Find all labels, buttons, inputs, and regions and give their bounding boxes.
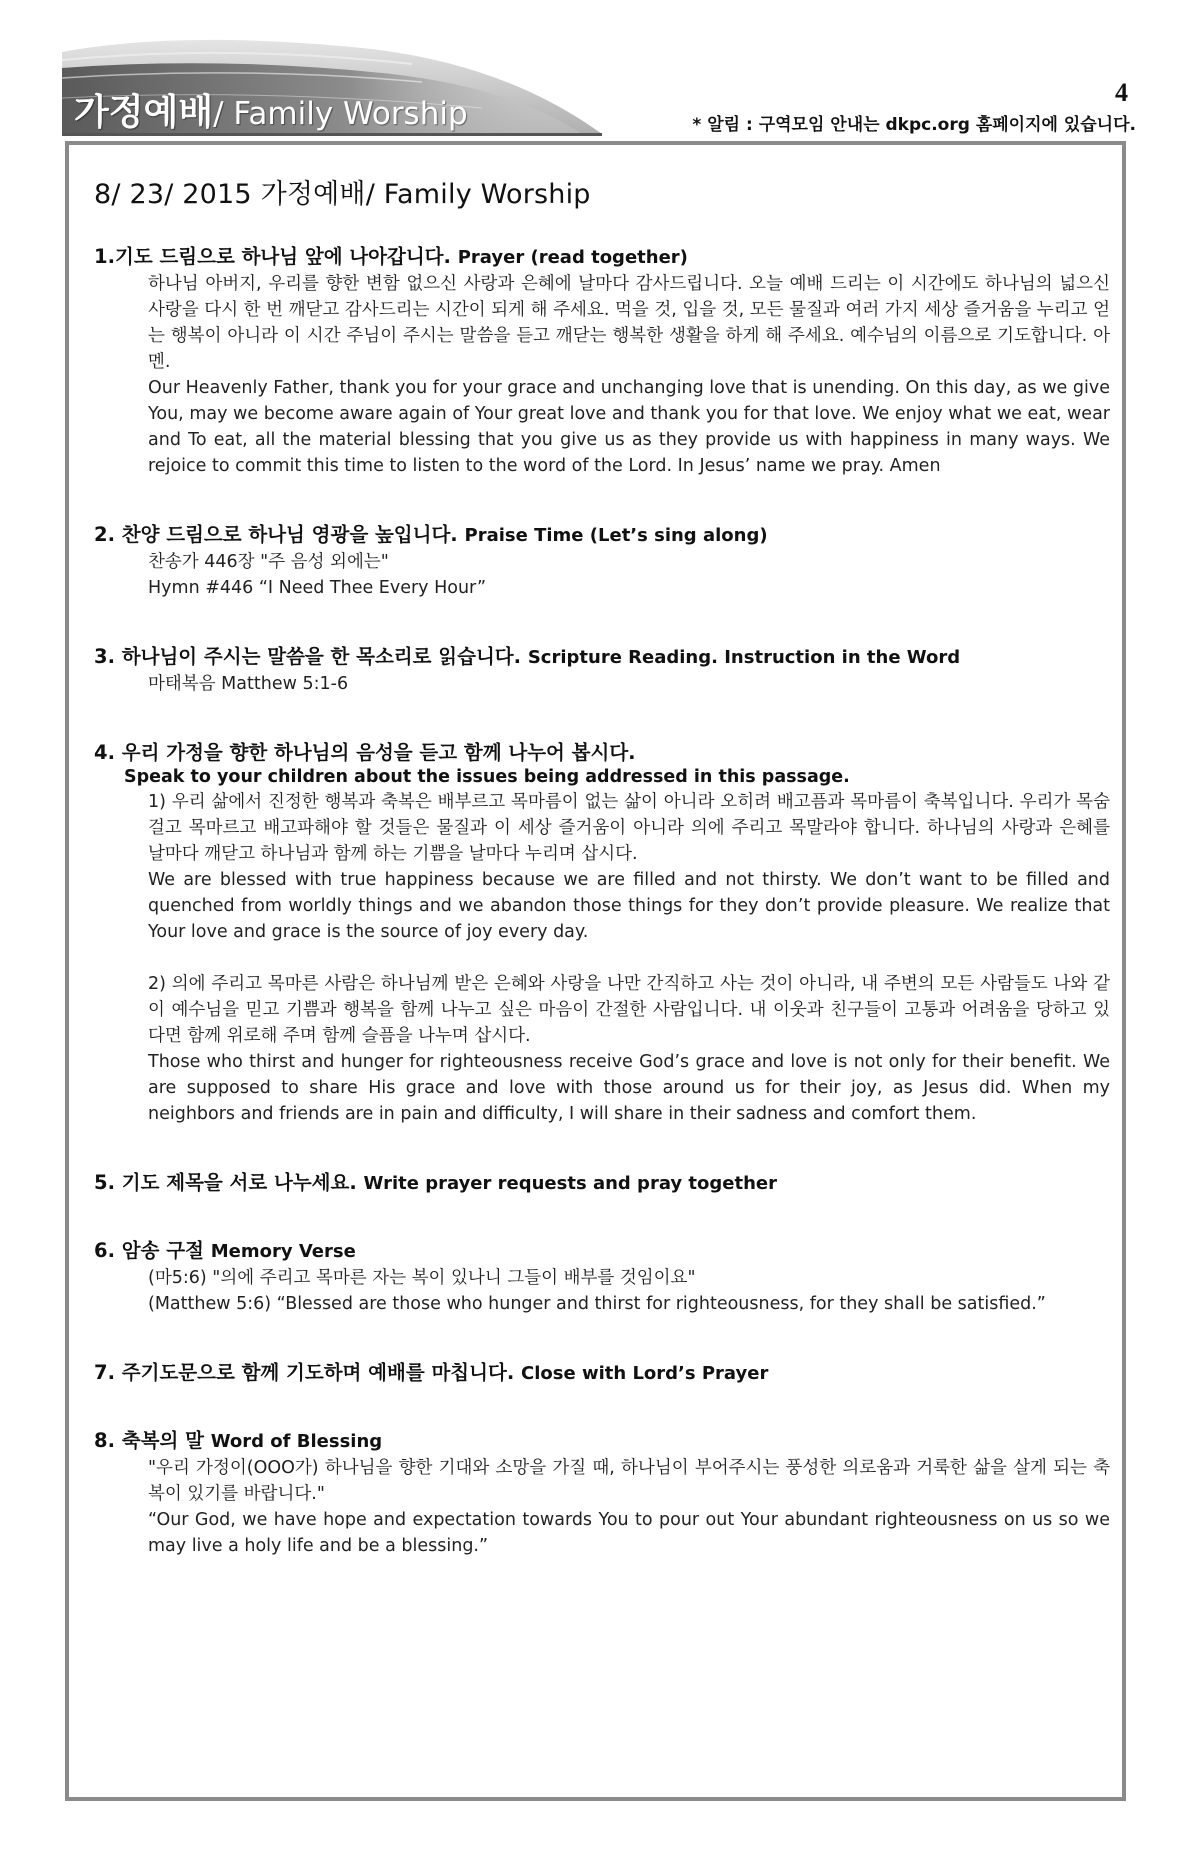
section-heading [94, 1235, 1114, 1263]
section-heading-english: Word of Blessing [210, 1431, 383, 1452]
blessing-korean: "우리 가정이(OOO가) 하나님을 향한 기대와 소망을 가질 때, 하나님이 부어주시는 풍성한 의로움과 거룩한 삶을 살게 되는 축복이 있기를 바랍니다." [148, 1458, 1110, 1504]
hymn-korean: 찬송가 446장 "주 음성 외에는" [148, 552, 389, 572]
section-prayer [94, 241, 1114, 479]
section-scripture [94, 641, 1114, 697]
section-heading-korean: 4. 우리 가정을 향한 하나님의 음성을 듣고 함께 나누어 봅시다. [94, 741, 636, 764]
hymn-english: Hymn #446 “I Need Thee Every Hour” [148, 578, 487, 598]
section-heading [94, 1425, 1114, 1453]
section-discussion [94, 737, 1114, 1127]
section-heading [94, 1357, 1114, 1385]
paragraph-korean-2: 2) 의에 주리고 목마른 사람은 하나님께 받은 은혜와 사랑을 나만 간직하고 사는 것이 아니라, 내 주변의 모든 사람들도 나와 같이 예수님을 믿고 기쁨과 행복을 함께 나누고 싶은 마음이 간절한 사람입니다. 내 이웃과 친구들이 고통과 어려움을 당하고 있다면 함께 위로해 주며 함께 슬픔을 나누며 삽시다. [148, 974, 1110, 1046]
main-content [94, 172, 1114, 1589]
scripture-reference: 마태복음 Matthew 5:1-6 [148, 674, 349, 694]
paragraph-gap [148, 945, 1110, 971]
header-title-english: / Family Worship [213, 96, 468, 132]
paragraph-english-1: We are blessed with true happiness because we are filled and not thirsty. We don’t want to be filled and quenched from worldly things and we abandon those things for they don’t provide pleasure. We realize that Your love and grace is the source of joy every day. [148, 870, 1110, 942]
paragraph-korean-1: 1) 우리 삶에서 진정한 행복과 축복은 배부르고 목마름이 없는 삶이 아니라 오히려 배고픔과 목마름이 축복입니다. 우리가 목숨 걸고 목마르고 배고파해야 할 것들은 물질과 이 세상 즐거움이 아니라 의에 주리고 목말라야 합니다. 하나님의 사랑과 은혜를 날마다 깨닫고 하나님과 함께 하는 기쁨을 날마다 누리며 삽시다. [148, 792, 1110, 864]
section-heading-english: Prayer (read together) [457, 247, 688, 268]
section-heading-english: Write prayer requests and pray together [363, 1173, 777, 1194]
section-heading-korean: 3. 하나님이 주시는 말씀을 한 목소리로 읽습니다. [94, 645, 522, 668]
section-subheading: Speak to your children about the issues being addressed in this passage. [124, 767, 850, 787]
section-prayer-requests [94, 1167, 1114, 1195]
section-lords-prayer [94, 1357, 1114, 1385]
verse-korean: (마5:6) "의에 주리고 목마른 자는 복이 있나니 그들이 배부를 것임이요" [148, 1268, 696, 1288]
section-heading-korean: 8. 축복의 말 [94, 1429, 204, 1452]
section-heading [94, 1167, 1114, 1195]
paragraph-korean: 하나님 아버지, 우리를 향한 변함 없으신 사랑과 은혜에 날마다 감사드립니다. 오늘 예배 드리는 이 시간에도 하나님의 넓으신 사랑을 다시 한 번 깨닫고 감사드리는 시간이 되게 해 주세요. 먹을 것, 입을 것, 모든 물질과 여러 가지 세상 즐거움을 누리고 얻는 행복이 아니라 이 시간 주님이 주시는 말씀을 듣고 깨닫는 행복한 생활을 하게 해 주세요. 예수님의 이름으로 기도합니다. 아멘. [148, 274, 1110, 372]
section-body [148, 1265, 1110, 1317]
section-heading-korean: 6. 암송 구절 [94, 1239, 204, 1262]
section-heading [94, 641, 1114, 669]
paragraph-english-2: Those who thirst and hunger for righteousness receive God’s grace and love is not only for their benefit. We are supposed to share His grace and love with those around us for their joy, as Jesus did. When my neighbors and friends are in pain and difficulty, I will share in their sadness and comfort them. [148, 1052, 1110, 1124]
section-body [148, 549, 1110, 601]
section-heading-korean: 7. 주기도문으로 함께 기도하며 예배를 마칩니다. [94, 1361, 515, 1384]
document-title: 8/ 23/ 2015 가정예배/ Family Worship [94, 179, 591, 210]
section-body [148, 1455, 1110, 1559]
section-heading-korean: 5. 기도 제목을 서로 나누세요. [94, 1171, 357, 1194]
section-heading-korean: 1.기도 드림으로 하나님 앞에 나아갑니다. [94, 245, 451, 268]
section-heading-english: Close with Lord’s Prayer [521, 1363, 769, 1384]
verse-english: (Matthew 5:6) “Blessed are those who hunger and thirst for righteousness, for they shall be satisfied.” [148, 1294, 1046, 1314]
section-blessing [94, 1425, 1114, 1559]
blessing-english: “Our God, we have hope and expectation towards You to pour out Your abundant righteousness on us so we may live a holy life and be a blessing.” [148, 1510, 1110, 1556]
section-heading [94, 737, 1114, 765]
notice-text: * 알림 : 구역모임 안내는 dkpc.org 홈페이지에 있습니다. [692, 115, 1136, 135]
section-body [148, 671, 1110, 697]
section-memory-verse [94, 1235, 1114, 1317]
section-heading-english: Praise Time (Let’s sing along) [464, 525, 768, 546]
section-body [148, 271, 1110, 479]
section-heading-english: Memory Verse [210, 1241, 356, 1262]
section-heading [94, 519, 1114, 547]
section-heading [94, 241, 1114, 269]
section-heading-korean: 2. 찬양 드림으로 하나님 영광을 높입니다. [94, 523, 458, 546]
section-body [148, 789, 1110, 1127]
section-praise [94, 519, 1114, 601]
page-number: 4 [1115, 78, 1128, 107]
section-heading-english: Scripture Reading. Instruction in the Word [527, 647, 961, 668]
paragraph-english: Our Heavenly Father, thank you for your grace and unchanging love that is unending. On this day, as we give You, may we become aware again of Your great love and thank you for that love. We enjoy what we eat, wear and To eat, all the material blessing that you give us as they provide us with happiness in many ways. We rejoice to commit this time to listen to the word of the Lord. In Jesus’ name we pray. Amen [148, 378, 1110, 476]
header-title [74, 84, 468, 135]
header-title-korean: 가정예배 [74, 92, 214, 133]
